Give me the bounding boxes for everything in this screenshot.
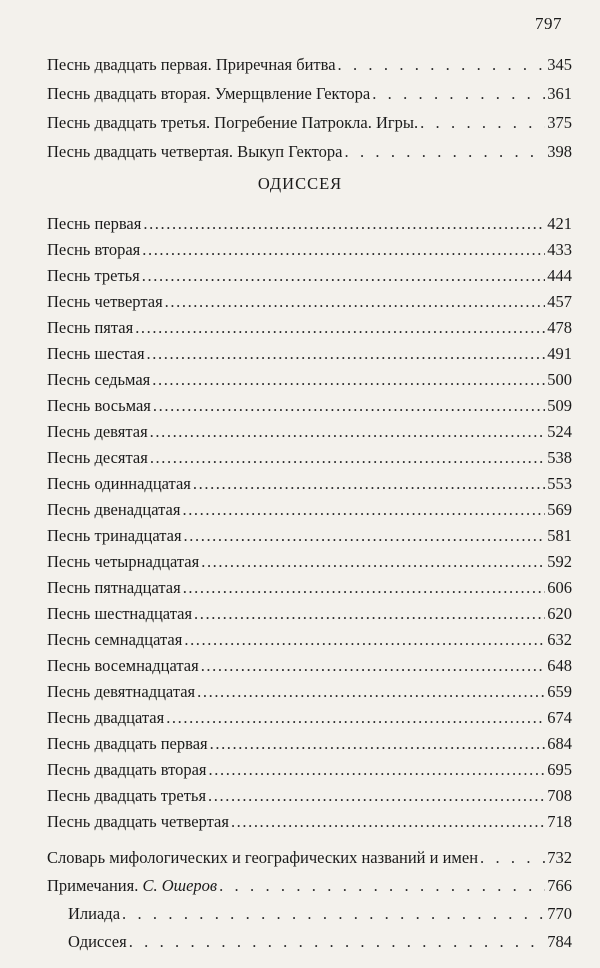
toc-entry-odyssey-23 <box>47 786 572 806</box>
toc-entry-odyssey-5 <box>47 318 572 338</box>
leader-dots <box>147 344 546 364</box>
leader-dots <box>193 474 545 494</box>
leader-dots <box>184 526 546 546</box>
toc-entry-page: 648 <box>547 656 572 675</box>
leader-dots <box>143 214 545 234</box>
toc-entry-dictionary <box>47 848 572 868</box>
leader-dots <box>338 55 546 75</box>
toc-entry-title: Песнь вторая <box>47 240 141 259</box>
toc-entry-page: 500 <box>547 370 572 389</box>
toc-entry-title: Песнь седьмая <box>47 370 151 389</box>
toc-entry-title: Песнь двадцать вторая. Умерщвление Гектора <box>47 84 371 103</box>
leader-dots <box>201 552 545 572</box>
toc-entry-title: Песнь двенадцатая <box>47 500 181 519</box>
toc-entry-page: 632 <box>547 630 572 649</box>
toc-entry-title: Песнь десятая <box>47 448 148 467</box>
leader-dots <box>345 142 546 162</box>
leader-dots <box>219 876 545 896</box>
toc-entry-iliad-23 <box>47 113 572 133</box>
toc-entry-notes-iliad <box>68 904 572 924</box>
toc-entry-page: 569 <box>547 500 572 519</box>
toc-entry-odyssey-8 <box>47 396 572 416</box>
toc-entry-page: 766 <box>547 876 572 895</box>
toc-entry-title: Песнь первая <box>47 214 142 233</box>
toc-entry-title: Песнь четвертая <box>47 292 163 311</box>
leader-dots <box>209 760 546 780</box>
leader-dots <box>210 734 546 754</box>
toc-entry-odyssey-2 <box>47 240 572 260</box>
leader-dots <box>142 240 545 260</box>
toc-entry-page: 708 <box>547 786 572 805</box>
toc-entry-title: Песнь двадцать вторая <box>47 760 207 779</box>
leader-dots <box>142 266 545 286</box>
toc-entry-title: Песнь двадцать четвертая. Выкуп Гектора <box>47 142 343 161</box>
toc-entry-title: Песнь одиннадцатая <box>47 474 191 493</box>
toc-entry-odyssey-19 <box>47 682 572 702</box>
toc-entry-title: Илиада <box>68 904 121 923</box>
toc-entry-page: 478 <box>547 318 572 337</box>
toc-entry-iliad-24 <box>47 142 572 162</box>
toc-entry-page: 695 <box>547 760 572 779</box>
toc-entry-page: 457 <box>547 292 572 311</box>
toc-entry-page: 345 <box>547 55 572 74</box>
leader-dots <box>150 448 545 468</box>
leader-dots <box>420 113 545 133</box>
toc-entry-odyssey-1 <box>47 214 572 234</box>
toc-entry-page: 732 <box>547 848 572 867</box>
leader-dots <box>194 604 545 624</box>
toc-entry-title: Песнь двадцать первая <box>47 734 208 753</box>
toc-entry-page: 524 <box>547 422 572 441</box>
toc-entry-title: Песнь двадцать первая. Приречная битва <box>47 55 336 74</box>
toc-entry-page: 684 <box>547 734 572 753</box>
toc-entry-page: 361 <box>547 84 572 103</box>
toc-entry-odyssey-13 <box>47 526 572 546</box>
toc-entry-title: Песнь двадцать третья <box>47 786 207 805</box>
toc-entry-page: 674 <box>547 708 572 727</box>
toc-entry-odyssey-16 <box>47 604 572 624</box>
toc-entry-title: Словарь мифологических и географических названий и имен <box>47 848 479 867</box>
toc-entry-title: Песнь пятая <box>47 318 134 337</box>
toc-entry-title: Песнь шестнадцатая <box>47 604 193 623</box>
leader-dots <box>183 578 546 598</box>
toc-entry-page: 421 <box>547 214 572 233</box>
toc-entry-page: 433 <box>547 240 572 259</box>
toc-entry-odyssey-12 <box>47 500 572 520</box>
toc-entry-odyssey-11 <box>47 474 572 494</box>
toc-entry-title: Песнь девятая <box>47 422 148 441</box>
leader-dots <box>184 630 545 650</box>
toc-entry-page: 770 <box>547 904 572 923</box>
toc-entry-page: 375 <box>547 113 572 132</box>
leader-dots <box>152 370 545 390</box>
leader-dots <box>208 786 545 806</box>
toc-entry-notes-odyssey <box>68 932 572 952</box>
leader-dots <box>122 904 545 924</box>
leader-dots <box>135 318 545 338</box>
notes-title: Примечания. <box>47 876 139 895</box>
toc-entry-odyssey-24 <box>47 812 572 832</box>
toc-entry-page: 659 <box>547 682 572 701</box>
toc-entry-iliad-22 <box>47 84 572 104</box>
toc-entry-page: 606 <box>547 578 572 597</box>
leader-dots <box>165 292 546 312</box>
toc-entry-odyssey-17 <box>47 630 572 650</box>
toc-entry-page: 784 <box>547 932 572 951</box>
toc-entry-title: Песнь восьмая <box>47 396 151 415</box>
leader-dots <box>372 84 545 104</box>
leader-dots <box>197 682 545 702</box>
toc-entry-odyssey-9 <box>47 422 572 442</box>
toc-entry-iliad-21 <box>47 55 572 75</box>
toc-entry-title: Песнь двадцать четвертая <box>47 812 229 831</box>
toc-entry-page: 509 <box>547 396 572 415</box>
page-number: 797 <box>535 14 562 33</box>
toc-entry-odyssey-7 <box>47 370 572 390</box>
toc-entry-title: Песнь восемнадцатая <box>47 656 199 675</box>
toc-entry-title: Песнь шестая <box>47 344 145 363</box>
leader-dots <box>129 932 546 952</box>
toc-entry-title: Песнь двадцатая <box>47 708 165 727</box>
toc-entry-odyssey-10 <box>47 448 572 468</box>
toc-entry-title: Песнь четырнадцатая <box>47 552 200 571</box>
toc-entry-page: 592 <box>547 552 572 571</box>
notes-author: С. Ошеров <box>142 876 218 895</box>
toc-entry-title: Песнь тринадцатая <box>47 526 182 545</box>
leader-dots <box>182 500 545 520</box>
toc-entry-page: 538 <box>547 448 572 467</box>
toc-entry-title: Песнь пятнадцатая <box>47 578 181 597</box>
toc-entry-title: Песнь семнадцатая <box>47 630 183 649</box>
leader-dots <box>153 396 545 416</box>
toc-entry-page: 398 <box>547 142 572 161</box>
toc-entry-odyssey-15 <box>47 578 572 598</box>
leader-dots <box>150 422 546 442</box>
toc-entry-page: 553 <box>547 474 572 493</box>
toc-entry-page: 620 <box>547 604 572 623</box>
toc-entry-odyssey-6 <box>47 344 572 364</box>
toc-entry-page: 581 <box>547 526 572 545</box>
toc-entry-odyssey-18 <box>47 656 572 676</box>
toc-entry-odyssey-3 <box>47 266 572 286</box>
toc-entry-title: Одиссея <box>68 932 127 951</box>
toc-entry-page: 444 <box>547 266 572 285</box>
section-heading-odyssey: ОДИССЕЯ <box>257 174 343 193</box>
toc-entry-notes <box>47 876 572 896</box>
toc-entry-odyssey-20 <box>47 708 572 728</box>
toc-entry-odyssey-21 <box>47 734 572 754</box>
toc-entry-page: 718 <box>547 812 572 831</box>
toc-entry-title: Песнь двадцать третья. Погребение Патрокла. Игры. <box>47 113 419 132</box>
toc-entry-title: Песнь девятнадцатая <box>47 682 196 701</box>
toc-entry-page: 491 <box>547 344 572 363</box>
leader-dots <box>231 812 545 832</box>
toc-entry-odyssey-4 <box>47 292 572 312</box>
leader-dots <box>201 656 546 676</box>
leader-dots <box>166 708 545 728</box>
toc-entry-title: Песнь третья <box>47 266 140 285</box>
toc-entry-odyssey-14 <box>47 552 572 572</box>
leader-dots <box>480 848 545 868</box>
toc-entry-title <box>47 876 217 896</box>
toc-entry-odyssey-22 <box>47 760 572 780</box>
